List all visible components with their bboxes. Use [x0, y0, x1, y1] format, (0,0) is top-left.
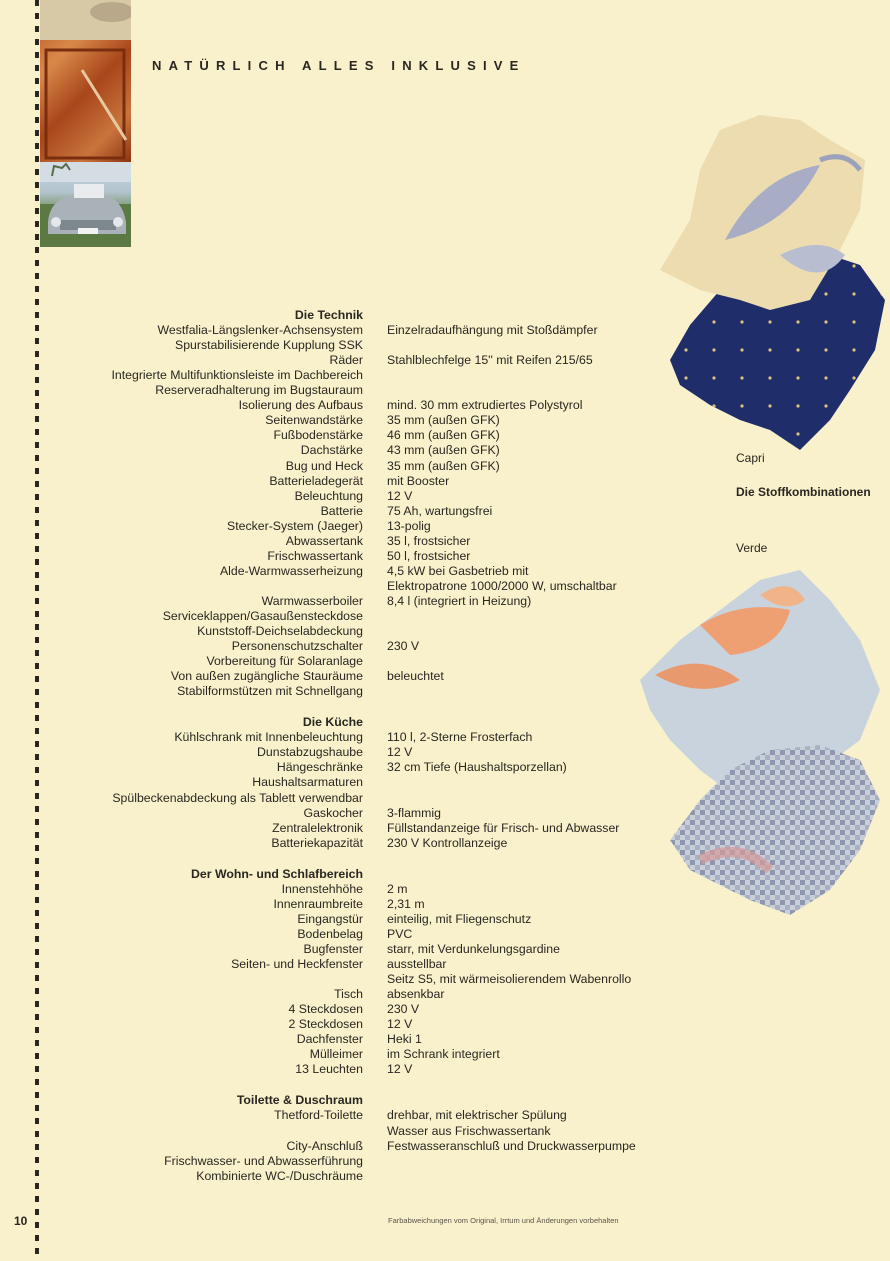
spec-label: Kunststoff-Deichselabdeckung	[197, 624, 363, 638]
spec-label: Frischwasser- und Abwasserführung	[164, 1154, 363, 1168]
spec-label: Stecker-System (Jaeger)	[227, 519, 363, 533]
section-title: Der Wohn- und Schlafbereich	[191, 867, 363, 881]
spec-label: Stabilformstützen mit Schnellgang	[177, 684, 363, 698]
spec-value: PVC	[387, 927, 413, 941]
spec-value: 75 Ah, wartungsfrei	[387, 504, 493, 518]
spec-value: 12 V	[387, 1017, 413, 1031]
spec-value: 46 mm (außen GFK)	[387, 428, 500, 442]
spec-label: 2 Steckdosen	[288, 1017, 363, 1031]
spec-value: einteilig, mit Fliegenschutz	[387, 912, 532, 926]
spec-value: 230 V Kontrollanzeige	[387, 836, 508, 850]
spec-value: 230 V	[387, 1002, 420, 1016]
spec-value: 2,31 m	[387, 897, 425, 911]
spec-label: Spülbeckenabdeckung als Tablett verwendbar	[112, 791, 363, 805]
spec-value: ausstellbar	[387, 957, 447, 971]
spec-value: 35 mm (außen GFK)	[387, 413, 500, 427]
spec-value: 12 V	[387, 745, 413, 759]
spec-value: Wasser aus Frischwassertank	[387, 1124, 551, 1138]
spec-label: Serviceklappen/Gasaußensteckdose	[162, 609, 363, 623]
spec-label: Isolierung des Aufbaus	[238, 398, 363, 412]
spec-value: Heki 1	[387, 1032, 422, 1046]
spec-label: Warmwasserboiler	[261, 594, 363, 608]
spec-value: Füllstandanzeige für Frisch- und Abwasser	[387, 821, 620, 835]
spec-value: 35 mm (außen GFK)	[387, 459, 500, 473]
spec-value: 12 V	[387, 1062, 413, 1076]
spec-value: 32 cm Tiefe (Haushaltsporzellan)	[387, 760, 567, 774]
spec-label: Reserveradhalterung im Bugstauraum	[155, 383, 363, 397]
spec-label: Dachstärke	[300, 443, 363, 457]
spec-label: City-Anschluß	[286, 1139, 363, 1153]
spec-label: Integrierte Multifunktionsleiste im Dachbereich	[111, 368, 363, 382]
section-title: Toilette & Duschraum	[236, 1093, 363, 1107]
spec-value: Einzelradaufhängung mit Stoßdämpfer	[387, 323, 598, 337]
spec-label: Fußbodenstärke	[273, 428, 363, 442]
spec-label: Personenschutzschalter	[231, 639, 363, 653]
spec-value: 8,4 l (integriert in Heizung)	[387, 594, 532, 608]
spec-label: Gaskocher	[303, 806, 363, 820]
spec-label: Batterieladegerät	[269, 474, 363, 488]
spec-label: Hängeschränke	[276, 760, 363, 774]
spec-value: Seitz S5, mit wärmeisolierendem Wabenrollo	[387, 972, 632, 986]
spec-label: Bugfenster	[303, 942, 363, 956]
spec-value: Elektropatrone 1000/2000 W, umschaltbar	[387, 579, 617, 593]
spec-label: Tisch	[334, 987, 363, 1001]
fabric-label-verde: Verde	[736, 541, 768, 555]
spec-label: Dachfenster	[296, 1032, 363, 1046]
spec-value: 43 mm (außen GFK)	[387, 443, 500, 457]
spec-value: 230 V	[387, 639, 420, 653]
spec-label: Seiten- und Heckfenster	[231, 957, 363, 971]
section-title: Die Technik	[294, 308, 363, 322]
spec-label: Kombinierte WC-/Duschräume	[196, 1169, 363, 1183]
spec-label: Abwassertank	[285, 534, 363, 548]
spec-label: 13 Leuchten	[295, 1062, 363, 1076]
spec-value: Festwasseranschluß und Druckwasserpumpe	[387, 1139, 636, 1153]
spec-value: starr, mit Verdunkelungsgardine	[387, 942, 560, 956]
spec-label: Von außen zugängliche Stauräume	[170, 669, 363, 683]
spec-label: Bug und Heck	[285, 459, 363, 473]
spec-value: absenkbar	[387, 987, 445, 1001]
spec-label: Beleuchtung	[294, 489, 363, 503]
spec-value: 13-polig	[387, 519, 431, 533]
spec-label: Innenstehhöhe	[281, 882, 363, 896]
spec-label: Thetford-Toilette	[274, 1108, 363, 1122]
spec-value: 35 l, frostsicher	[387, 534, 471, 548]
spec-label: Zentralelektronik	[272, 821, 363, 835]
spec-label: Batterie	[320, 504, 363, 518]
spec-label: Frischwassertank	[267, 549, 363, 563]
spec-label: Kühlschrank mit Innenbeleuchtung	[174, 730, 363, 744]
spec-label: Vorbereitung für Solaranlage	[206, 654, 363, 668]
spec-value: 2 m	[387, 882, 408, 896]
spec-label: Innenraumbreite	[273, 897, 363, 911]
spec-label: Spurstabilisierende Kupplung SSK	[175, 338, 363, 352]
spec-label: Alde-Warmwasserheizung	[219, 564, 363, 578]
spec-value: 110 l, 2-Sterne Frosterfach	[387, 730, 533, 744]
spec-value: beleuchtet	[387, 669, 444, 683]
spec-value: drehbar, mit elektrischer Spülung	[387, 1108, 567, 1122]
spec-label: Haushaltsarmaturen	[252, 775, 363, 789]
spec-label: 4 Steckdosen	[288, 1002, 363, 1016]
spec-label: Dunstabzugshaube	[257, 745, 363, 759]
spec-value: Stahlblechfelge 15'' mit Reifen 215/65	[387, 353, 593, 367]
spec-value: mit Booster	[387, 474, 450, 488]
spec-value: 3-flammig	[387, 806, 441, 820]
section-title: Die Küche	[302, 715, 363, 729]
spec-label: Seitenwandstärke	[265, 413, 363, 427]
footer-disclaimer: Farbabweichungen vom Original, Irrtum und Änderungen vorbehalten	[388, 1216, 619, 1225]
spec-label: Räder	[329, 353, 363, 367]
spec-value: 12 V	[387, 489, 413, 503]
page-title: NATÜRLICH ALLES INKLUSIVE	[152, 58, 526, 73]
page-number: 10	[14, 1214, 28, 1228]
fabric-section-heading: Die Stoffkombinationen	[736, 485, 871, 499]
spec-value: 4,5 kW bei Gasbetrieb mit	[387, 564, 529, 578]
spec-label: Westfalia-Längslenker-Achsensystem	[157, 323, 363, 337]
spec-label: Eingangstür	[297, 912, 363, 926]
spec-label: Bodenbelag	[297, 927, 363, 941]
spec-value: 50 l, frostsicher	[387, 549, 471, 563]
spec-label: Batteriekapazität	[271, 836, 363, 850]
spec-value: mind. 30 mm extrudiertes Polystyrol	[387, 398, 583, 412]
fabric-label-capri: Capri	[736, 451, 765, 465]
spec-label: Mülleimer	[309, 1047, 363, 1061]
spec-value: im Schrank integriert	[387, 1047, 500, 1061]
